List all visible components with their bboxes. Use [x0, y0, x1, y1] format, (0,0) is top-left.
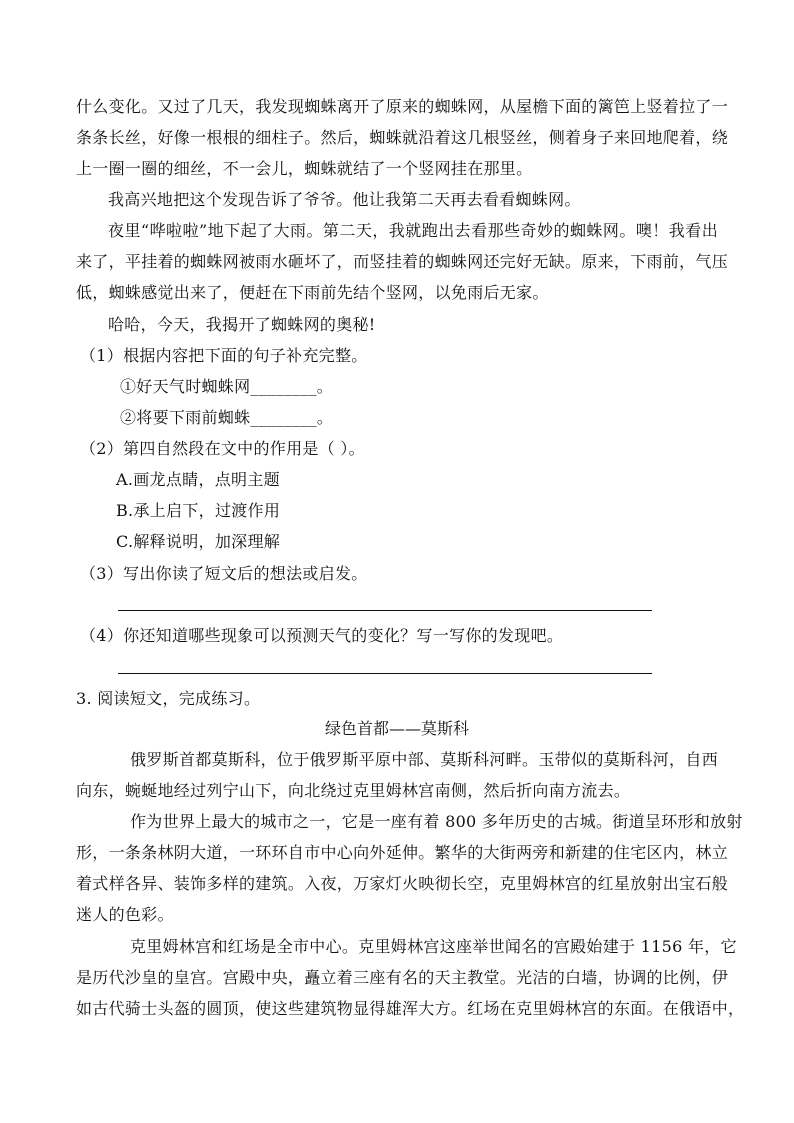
question-2-option-a: A.画龙点睛，点明主题	[116, 470, 280, 489]
question-2-option-c: C.解释说明，加深理解	[116, 532, 281, 551]
passage-line: 哈哈，今天，我揭开了蜘蛛网的奥秘!	[108, 315, 376, 334]
question-4: （4）你还知道哪些现象可以预测天气的变化？写一写你的发现吧。	[80, 626, 564, 645]
article-line: 如古代骑士头盔的圆顶，使这些建筑物显得雄浑大方。红场在克里姆林宫的东面。在俄语中，	[76, 999, 745, 1018]
article-line: 迷人的色彩。	[76, 905, 174, 924]
question-1-blank-b: ②将要下雨前蜘蛛________。	[120, 408, 334, 427]
article-line: 形，一条条林阴大道，一环环自市中心向外延伸。繁华的大街两旁和新建的住宅区内，林立	[76, 843, 729, 862]
passage-line: 来了，平挂着的蜘蛛网被雨水砸坏了，而竖挂着的蜘蛛网还完好无缺。原来，下雨前，气压	[76, 252, 729, 271]
passage-line: 什么变化。又过了几天，我发现蜘蛛离开了原来的蜘蛛网，从屋檐下面的篱笆上竖着拉了一	[76, 97, 729, 116]
passage-line: 条条长丝，好像一根根的细柱子。然后，蜘蛛就沿着这几根竖丝，侧着身子来回地爬着，绕	[76, 128, 729, 147]
section-3-heading: 3. 阅读短文，完成练习。	[76, 689, 261, 708]
passage-line: 夜里“哗啦啦”地下起了大雨。第二天，我就跑出去看那些奇妙的蜘蛛网。噢！我看出	[108, 221, 718, 240]
article-line: 着式样各异、装饰多样的建筑。入夜，万家灯火映彻长空，克里姆林宫的红星放射出宝石般	[76, 874, 729, 893]
question-1: （1）根据内容把下面的句子补充完整。	[80, 346, 368, 365]
article-line: 向东，蜿蜒地经过列宁山下，向北绕过克里姆林宫南侧，然后折向南方流去。	[76, 781, 631, 800]
article-line: 克里姆林宫和红场是全市中心。克里姆林宫这座举世闻名的宫殿始建于 1156 年，它	[130, 937, 737, 956]
passage-line: 上一圈一圈的细丝，不一会儿，蜘蛛就结了一个竖网挂在那里。	[76, 159, 533, 178]
article-line: 是历代沙皇的皇宫。宫殿中央，矗立着三座有名的天主教堂。光洁的白墙，协调的比例，伊	[76, 968, 729, 987]
article-line: 俄罗斯首都莫斯科，位于俄罗斯平原中部、莫斯科河畔。玉带似的莫斯科河，自西	[130, 750, 718, 769]
passage-line: 我高兴地把这个发现告诉了爷爷。他让我第二天再去看看蜘蛛网。	[108, 190, 581, 209]
question-2: （2）第四自然段在文中的作用是（ ）。	[80, 439, 365, 458]
article-line: 作为世界上最大的城市之一，它是一座有着 800 多年历史的古城。街道呈环形和放射	[130, 812, 743, 831]
passage-line: 低，蜘蛛感觉出来了，便赶在下雨前先结个竖网，以免雨后无家。	[76, 283, 549, 302]
question-1-blank-a: ①好天气时蜘蛛网________。	[120, 377, 334, 396]
answer-line-q4	[118, 673, 652, 674]
article-title: 绿色首都——莫斯科	[324, 719, 469, 738]
question-3: （3）写出你读了短文后的想法或启发。	[80, 564, 368, 583]
question-2-option-b: B.承上启下，过渡作用	[116, 501, 281, 520]
answer-line-q3	[118, 610, 652, 611]
